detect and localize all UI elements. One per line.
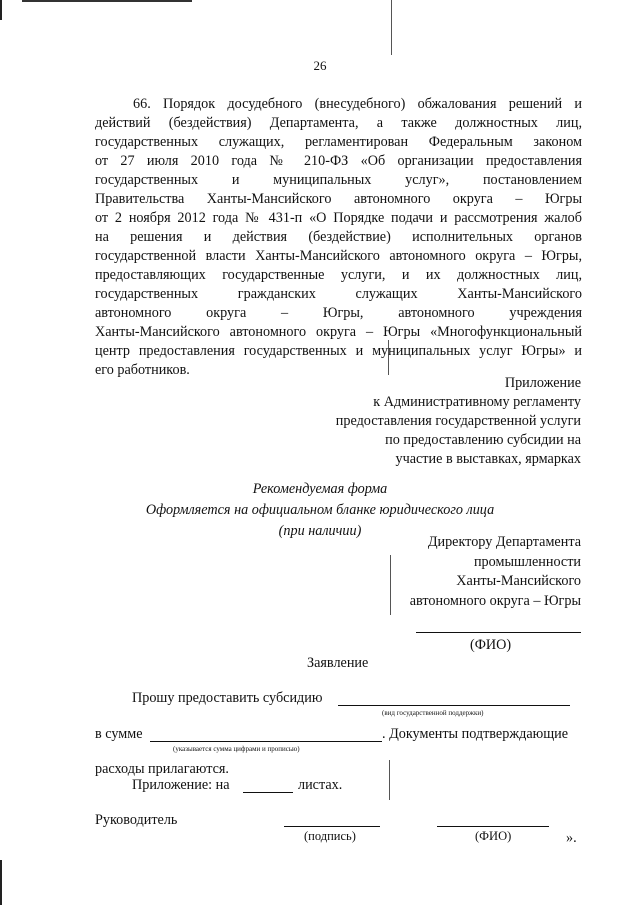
sum-line [150,741,382,742]
scan-left-edge [0,0,2,20]
addressee-line: Директору Департамента [427,534,581,550]
paragraph-line: автономного округа – Югры, автономного учреждения [95,305,582,321]
paragraph-line: государственных служащих, регламентирован Федеральным законом [95,134,582,150]
paragraph-line: от 27 июля 2010 года № 210-ФЗ «Об организации предоставления [95,153,582,169]
attachment-suffix: листах. [298,777,343,793]
paragraph-line: Ханты-Мансийского автономного округа – Югры «Многофункциональный [95,324,582,340]
expenses-text: расходы прилагаются. [95,761,229,777]
appendix-block [336,374,581,469]
form-note-line: Рекомендуемая форма [252,481,388,497]
signature-caption: (подпись) [304,829,356,843]
support-type-hint: (вид государственной поддержки) [382,709,484,717]
addressee-fio-line [416,632,581,633]
paragraph-line: центр предоставления государственных и муниципальных услуг Югры» и [95,343,582,359]
paragraph-line: государственных гражданских служащих Ханты-Мансийского [95,286,582,302]
paragraph-line: государственной власти Ханты-Мансийского автономного округа – Югры, [95,248,582,264]
scan-fold-line-form [390,555,391,615]
signature-line [284,826,380,827]
paragraph-line: Правительства Ханты-Мансийского автономного округа – Югры [95,191,582,207]
paragraph-line: предоставляющих государственные услуги, и их должностных лиц, [95,267,582,283]
attachment-prefix: Приложение: на [132,777,230,793]
paragraph-line: действий (бездействия) Департамента, а также должностных лиц, [95,115,582,131]
head-label: Руководитель [95,812,178,828]
addressee-line: промышленности [473,553,581,570]
form-note-line: (при наличии) [278,523,362,539]
paragraph-line: 66. Порядок досудебного (внесудебного) обжалования решений и [133,96,582,112]
scan-left-edge-bottom [0,860,2,905]
page-number: 26 [313,58,327,73]
appendix-line: к Административному регламенту [373,394,581,410]
addressee-line: Ханты-Мансийского [456,573,581,589]
appendix-line: предоставления государственной услуги [335,413,581,429]
scan-fold-line-top [391,0,392,55]
addressee-line: автономного округа – Югры [409,592,581,609]
paragraph-66 [95,95,582,380]
paragraph-line: государственных и муниципальных услуг», постановлением [95,172,582,188]
addressee-block [410,533,581,611]
paragraph-line: от 2 ноября 2012 года № 431-п «О Порядке подачи и рассмотрения жалоб [95,210,582,226]
sum-hint: (указывается сумма цифрами и прописью) [173,745,300,753]
scan-fold-line-bottom [389,760,390,800]
appendix-line: Приложение [504,375,581,391]
scan-top-border [22,0,192,2]
closing-quote: ». [566,830,577,846]
addressee-fio-caption: (ФИО) [470,637,512,653]
head-fio-caption: (ФИО) [475,829,512,843]
appendix-line: по предоставлению субсидии на [385,432,581,448]
request-text: Прошу предоставить субсидию [132,690,323,706]
statement-title: Заявление [307,655,369,671]
sum-suffix: . Документы подтверждающие [382,726,569,742]
paragraph-line: на решения и действия (бездействие) исполнительных органов [95,229,582,245]
paragraph-line: его работников. [95,362,190,378]
appendix-line: участие в выставках, ярмарках [395,451,581,467]
sum-prefix: в сумме [95,726,143,742]
support-type-line [338,705,570,706]
form-note-line: Оформляется на официальном бланке юридического лица [145,502,495,518]
head-fio-line [437,826,549,827]
attachment-count-line [243,792,293,793]
